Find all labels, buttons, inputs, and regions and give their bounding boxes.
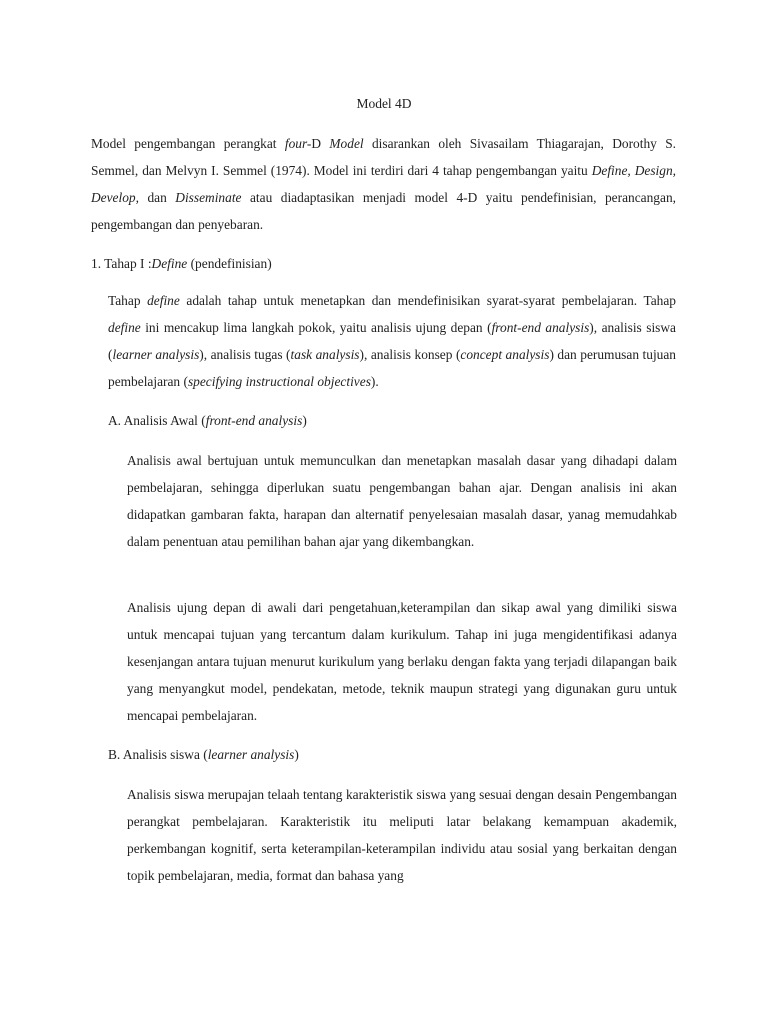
subsection-b-heading [108,741,676,768]
text-run: Tahap [108,293,148,308]
italic-run: Disseminate [175,190,242,205]
intro-paragraph [91,130,676,238]
text-run: ) [302,413,307,428]
section-1-paragraph [108,287,676,395]
italic-run: four- [284,136,312,151]
section-1-heading [91,250,676,277]
italic-run: front-end analysis [491,320,590,335]
text-run: ini mencakup lima langkah pokok, yaitu analisis ujung depan ( [140,320,492,335]
text-run: ). [370,374,379,389]
italic-run: Model [329,136,364,151]
italic-run: define [108,320,141,335]
text-run: disarankan oleh Sivasailam Thiagarajan, Dorothy S. Semmel, dan Melvyn I. Semmel (1974). Model ini terdiri dari 4 tahap pengembangan yaitu [91,136,676,178]
text-run: ), analisis konsep ( [359,347,461,362]
text-run: A. Analisis Awal ( [108,413,206,428]
text-run: adalah tahap untuk menetapkan dan mendefinisikan syarat-syarat pembelajaran. Tahap [179,293,676,308]
document-title: Model 4D [356,96,412,111]
text-run: atau diadaptasikan menjadi model 4-D yaitu pendefinisian, perancangan, pengembangan dan penyebaran. [91,190,676,232]
text-run: ) [294,747,299,762]
italic-run: Define [151,256,188,271]
italic-run: concept analysis [460,347,550,362]
text-run: 1. Tahap I : [91,256,152,271]
subsection-a-paragraph-1: Analisis awal bertujuan untuk memunculkan dan menetapkan masalah dasar yang dihadapi dalam pembelajaran, sehingga diperlukan suatu pengembangan bahan ajar. Dengan analisis ini akan didapatkan gambaran fakta, harapan dan alternatif penyelesaian masalah dasar, yanag memudahkab dalam penentuan atau pemilihan bahan ajar yang dikembangkan. [127,453,677,549]
text-run: D [311,136,330,151]
subsection-a-heading [108,407,676,434]
text-run: dan [138,190,176,205]
text-run: B. Analisis siswa ( [108,747,208,762]
text-run: ), analisis tugas ( [199,347,291,362]
italic-run: learner analysis [112,347,200,362]
text-run: ), analisis siswa ( [108,320,676,362]
text-run: Model pengembangan perangkat [91,136,285,151]
italic-run: define [147,293,180,308]
italic-run: specifying instructional objectives [187,374,371,389]
italic-run: task analysis [290,347,360,362]
italic-run: front-end analysis [205,413,303,428]
italic-run: learner analysis [207,747,295,762]
subsection-b-paragraph-1: Analisis siswa merupajan telaah tentang karakteristik siswa yang sesuai dengan desain Pengembangan perangkat pembelajaran. Karakteristik itu meliputi latar belakang kemampuan akademik, perkembangan kognitif, serta keterampilan-keterampilan individu atau sosial yang berkaitan dengan topik pembelajaran, media, format dan bahasa yang [127,787,677,883]
text-run: ) dan perumusan tujuan pembelajaran ( [108,347,676,389]
text-run: (pendefinisian) [187,256,272,271]
subsection-a-paragraph-2: Analisis ujung depan di awali dari pengetahuan,keterampilan dan sikap awal yang dimiliki siswa untuk mencapai tujuan yang tercantum dalam kurikulum. Tahap ini juga mengidentifikasi adanya kesenjangan antara tujuan menurut kurikulum yang berlaku dengan fakta yang terjadi dilapangan baik yang menyangkut model, pendekatan, metode, teknik maupun strategi yang digunakan guru untuk mencapai pembelajaran. [127,600,677,723]
italic-run: Define, Design, Develop, [91,163,676,205]
